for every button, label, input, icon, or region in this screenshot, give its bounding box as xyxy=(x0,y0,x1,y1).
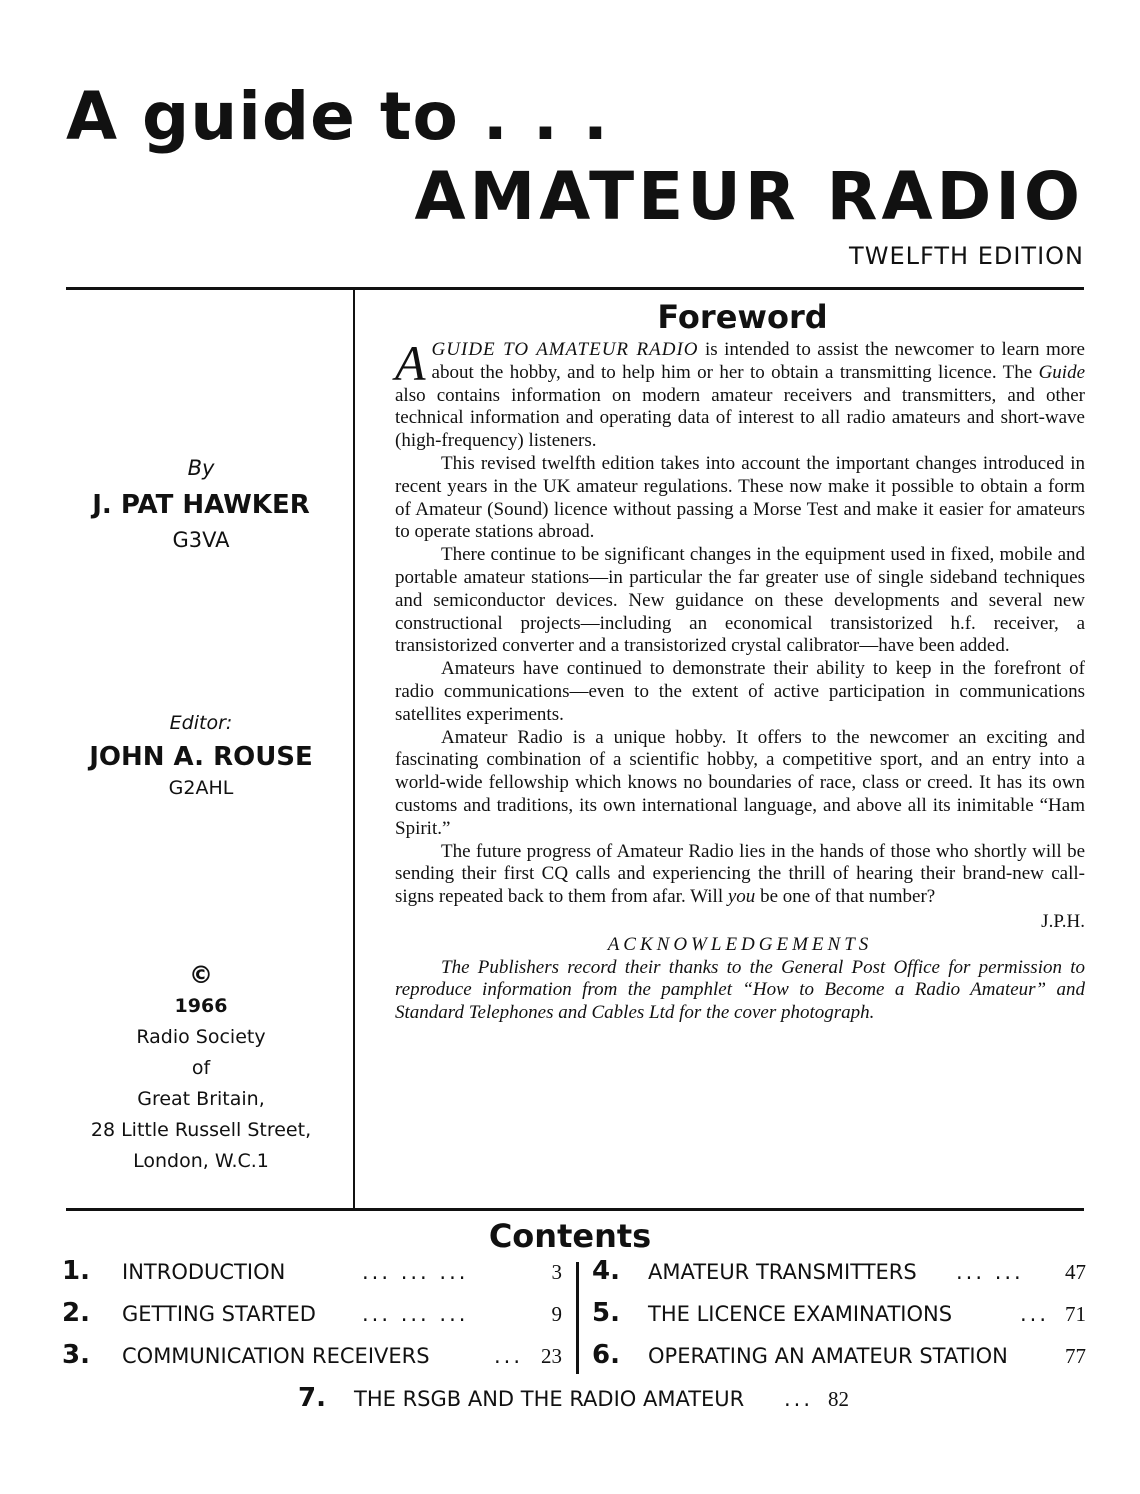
foreword-paragraph xyxy=(395,841,1085,909)
toc-leader: ... xyxy=(1020,1302,1050,1326)
toc-page: 77 xyxy=(1065,1344,1086,1368)
column-divider xyxy=(353,289,355,1210)
publisher-line: London, W.C.1 xyxy=(133,1150,269,1172)
toc-entry-2[interactable] xyxy=(62,1300,566,1340)
toc-number: 2. xyxy=(62,1298,90,1328)
top-divider xyxy=(66,287,1084,290)
author-callsign: G3VA xyxy=(172,528,230,552)
publisher-line: of xyxy=(191,1057,211,1079)
toc-entry-7[interactable] xyxy=(298,1385,868,1425)
toc-number: 1. xyxy=(62,1256,90,1286)
publisher-line: Great Britain, xyxy=(137,1088,265,1110)
copyright-symbol: © xyxy=(189,961,213,989)
foreword-paragraph: There continue to be significant changes in the equipment used in fixed, mobile and portable amateur stations—in particular the far greater use of single sideband techniques and semiconductor devices. New guidance on these developments and several new constructional projects—including an economical transistorized h.f. receiver, a transistorized converter and a transistorized crystal calibrator—have been added. xyxy=(395,544,1085,657)
foreword-text: The future progress of Amateur Radio lies in the hands of those who shortly will be sending their first CQ calls and experiencing the thrill of hearing their brand-new call-signs repeated back to them from afar. Will xyxy=(395,840,1085,908)
toc-page: 9 xyxy=(551,1302,562,1326)
toc-title: THE RSGB AND THE RADIO AMATEUR xyxy=(354,1387,745,1411)
foreword-text: is intended to assist the newcomer to learn more about the hobby, and to help him or her to obtain a transmitting licence. The xyxy=(431,339,1085,383)
contents-title: Contents xyxy=(488,1217,652,1255)
title-line-1: A guide to . . . xyxy=(66,78,609,155)
toc-page: 3 xyxy=(551,1260,562,1284)
signature: J.P.H. xyxy=(1041,910,1085,932)
toc-page: 47 xyxy=(1065,1260,1086,1284)
by-label: By xyxy=(187,456,215,480)
toc-leader: ... ... ... xyxy=(362,1260,469,1284)
foreword-text: also contains information on modern amateur receivers and transmitters, and other technical information and operating data of interest to all radio amateurs and short-wave (high-frequency) listeners. xyxy=(395,384,1085,452)
toc-title: INTRODUCTION xyxy=(122,1260,286,1284)
toc-title: OPERATING AN AMATEUR STATION xyxy=(648,1344,1008,1368)
title-line-2: AMATEUR RADIO xyxy=(414,158,1084,235)
toc-number: 7. xyxy=(298,1383,326,1413)
toc-title: AMATEUR TRANSMITTERS xyxy=(648,1260,917,1284)
foreword-title: Foreword xyxy=(657,298,828,336)
emphasis-you: you xyxy=(727,886,756,908)
toc-title: COMMUNICATION RECEIVERS xyxy=(122,1344,430,1368)
editor-label: Editor: xyxy=(169,712,233,734)
toc-number: 6. xyxy=(592,1340,620,1370)
toc-leader: ... ... xyxy=(956,1260,1024,1284)
toc-number: 4. xyxy=(592,1256,620,1286)
publisher-line: Radio Society xyxy=(136,1026,266,1048)
publisher-line: 28 Little Russell Street, xyxy=(90,1119,312,1141)
copyright-year: 1966 xyxy=(174,995,228,1017)
edition-label: TWELFTH EDITION xyxy=(849,242,1084,270)
foreword-paragraph: This revised twelfth edition takes into account the important changes introduced in recent years in the UK amateur regulations. These now make it possible to obtain a form of Amateur (Sound) licence without passing a Morse Test and make it easier for amateurs to operate stations abroad. xyxy=(395,452,1085,543)
toc-leader: ... ... ... xyxy=(362,1302,469,1326)
toc-page: 23 xyxy=(541,1344,562,1368)
toc-title: GETTING STARTED xyxy=(122,1302,316,1326)
guide-title-ref: GUIDE TO AMATEUR RADIO xyxy=(431,339,699,360)
toc-entry-4[interactable] xyxy=(592,1258,1086,1298)
toc-page: 82 xyxy=(828,1387,849,1411)
toc-entry-3[interactable] xyxy=(62,1342,566,1382)
toc-title: THE LICENCE EXAMINATIONS xyxy=(648,1302,953,1326)
toc-entry-5[interactable] xyxy=(592,1300,1086,1340)
publisher-block xyxy=(66,960,336,1177)
toc-number: 5. xyxy=(592,1298,620,1328)
contents-column-divider xyxy=(576,1262,579,1374)
acknowledgements-text: The Publishers record their thanks to the General Post Office for permission to reproduce information from the pamphlet “How to Become a Radio Amateur” and Standard Telephones and Cables Ltd for the cover photograph. xyxy=(395,956,1085,1024)
acknowledgements-title: ACKNOWLEDGEMENTS xyxy=(607,933,873,955)
foreword-text: be one of that number? xyxy=(755,886,936,908)
foreword-paragraph xyxy=(395,335,1085,453)
toc-page: 71 xyxy=(1065,1302,1086,1326)
toc-number: 3. xyxy=(62,1340,90,1370)
toc-entry-6[interactable] xyxy=(592,1342,1086,1382)
foreword-paragraph: Amateur Radio is a unique hobby. It offers to the newcomer an exciting and fascinating combination of a scientific hobby, a competitive sport, and an entry into a world-wide fellowship which knows no boundaries of race, class or creed. It has its own customs and traditions, its own international language, and above all its inimitable “Ham Spirit.” xyxy=(395,726,1085,839)
guide-ref: Guide xyxy=(1038,361,1085,383)
toc-leader: ... xyxy=(494,1344,524,1368)
drop-cap: A xyxy=(395,335,426,391)
foreword-paragraph: Amateurs have continued to demonstrate their ability to keep in the forefront of radio communications—even to the extent of active participation in communications satellites experiments. xyxy=(395,658,1085,725)
editor-callsign: G2AHL xyxy=(168,777,234,799)
author-name: J. PAT HAWKER xyxy=(92,490,310,520)
foreword-body xyxy=(395,335,1085,1025)
bottom-divider xyxy=(66,1208,1084,1211)
toc-leader: ... xyxy=(784,1387,814,1411)
toc-entry-1[interactable] xyxy=(62,1258,566,1298)
editor-name: JOHN A. ROUSE xyxy=(89,742,313,772)
